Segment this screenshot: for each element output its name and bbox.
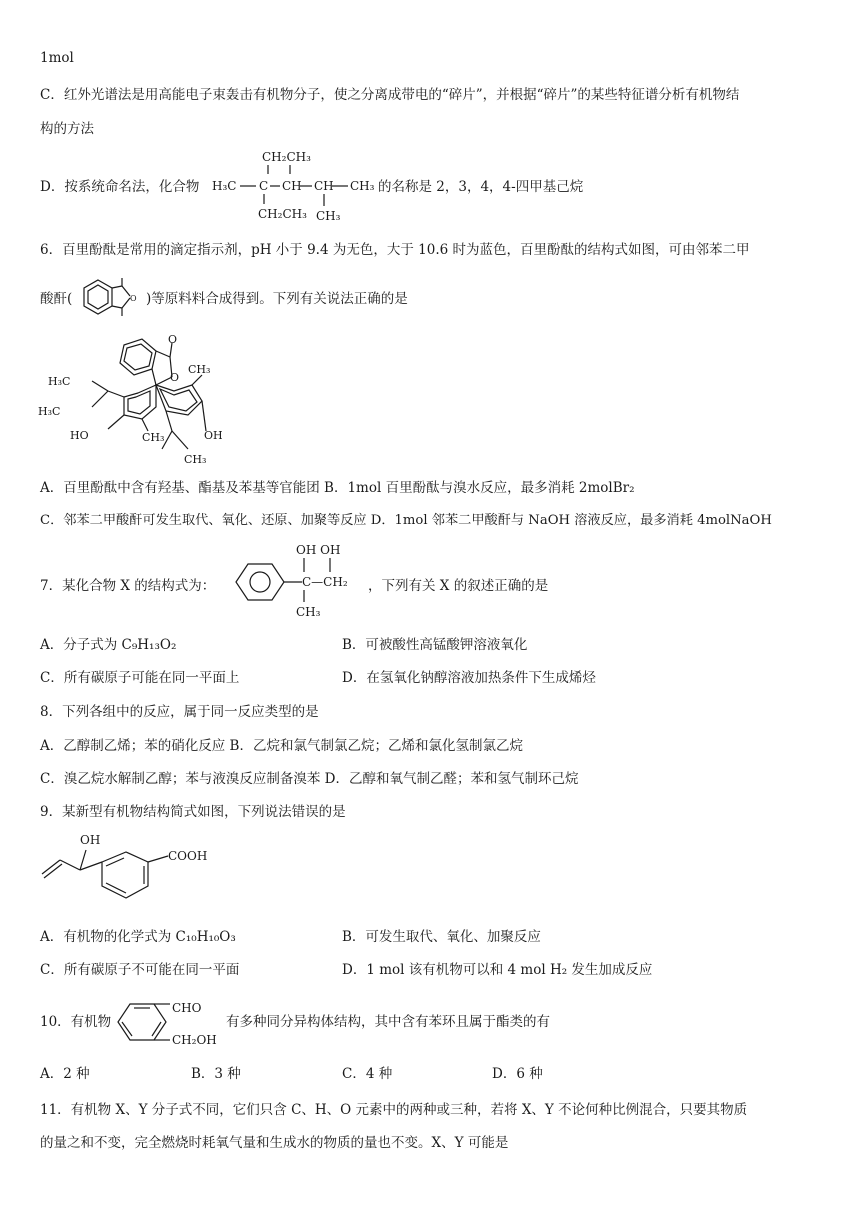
q7-option-d: D．在氢氧化钠醇溶液加热条件下生成烯烃 xyxy=(342,670,596,686)
q8-option-cd: C．溴乙烷水解制乙醇；苯与液溴反应制备溴苯 D．乙醇和氧气制乙醛；苯和氢气制环己烷 xyxy=(40,771,579,787)
q9-structure xyxy=(38,826,228,916)
question-6: 6．百里酚酞是常用的滴定指示剂，pH 小于 9.4 为无色，大于 10.6 时为蓝色，百里酚酞的结构式如图，可由邻苯二甲 xyxy=(40,242,750,258)
q9-option-d: D．1 mol 该有机物可以和 4 mol H₂ 发生加成反应 xyxy=(342,962,653,978)
struct-label: CH xyxy=(314,179,334,193)
thymolphthalein-structure xyxy=(38,335,238,475)
q10-option-b: B．3 种 xyxy=(191,1066,241,1082)
struct-label: OH OH xyxy=(296,543,341,557)
struct-label: COOH xyxy=(168,849,208,863)
struct-label: H₃C xyxy=(38,405,61,418)
q10-option-c: C．4 种 xyxy=(342,1066,393,1082)
q6-option-cd: C．邻苯二甲酸酐可发生取代、氧化、还原、加聚等反应 D．1mol 邻苯二甲酸酐与 NaOH 溶液反应，最多消耗 4molNaOH xyxy=(40,513,772,528)
compound-x-structure xyxy=(232,542,372,622)
question-6-cont-post: )等原料料合成得到。下列有关说法正确的是 xyxy=(146,291,408,307)
struct-label: OH xyxy=(80,833,101,847)
struct-label: O xyxy=(130,294,137,303)
q7-option-b: B．可被酸性高锰酸钾溶液氧化 xyxy=(342,637,528,653)
struct-label: C—CH₂ xyxy=(302,575,348,589)
struct-label: CH₃ xyxy=(296,605,321,619)
struct-label: CH₃ xyxy=(350,179,375,193)
q9-option-c: C．所有碳原子不可能在同一平面 xyxy=(40,962,240,978)
q10-option-a: A．2 种 xyxy=(40,1066,90,1082)
phthalic-anhydride-structure xyxy=(78,276,148,322)
struct-label: CH₂OH xyxy=(172,1033,217,1047)
struct-label: C xyxy=(259,179,269,193)
q10-structure xyxy=(114,998,234,1048)
question-9: 9．某新型有机物结构简式如图，下列说法错误的是 xyxy=(40,804,346,820)
option-d-post: 的名称是 2，3，4，4-四甲基己烷 xyxy=(378,179,584,195)
option-c-cont: 构的方法 xyxy=(40,121,94,137)
q9-option-a: A．有机物的化学式为 C₁₀H₁₀O₃ xyxy=(40,929,236,945)
struct-label: CH₂CH₃ xyxy=(258,207,307,221)
q9-option-b: B．可发生取代、氧化、加聚反应 xyxy=(342,929,541,945)
struct-label: H₃C xyxy=(48,375,71,388)
struct-label: OH xyxy=(204,429,223,442)
struct-label: O xyxy=(170,371,180,384)
struct-label: CH₂CH₃ xyxy=(262,150,311,164)
question-7-pre: 7．某化合物 X 的结构式为： xyxy=(40,578,216,594)
question-8: 8．下列各组中的反应，属于同一反应类型的是 xyxy=(40,704,319,720)
struct-label: CH xyxy=(282,179,302,193)
alkane-structure xyxy=(212,148,382,228)
question-10-pre: 10．有机物 xyxy=(40,1014,112,1030)
question-10-post: 有多种同分异构体结构，其中含有苯环且属于酯类的有 xyxy=(226,1014,550,1030)
struct-label: HO xyxy=(70,429,89,442)
struct-label: O xyxy=(168,333,178,346)
struct-label: CHO xyxy=(172,1001,202,1015)
question-11-cont: 的量之和不变，完全燃烧时耗氧气量和生成水的物质的量也不变。X、Y 可能是 xyxy=(40,1135,509,1151)
struct-label: CH₃ xyxy=(184,453,207,466)
q10-option-d: D．6 种 xyxy=(492,1066,543,1082)
struct-label: CH₃ xyxy=(188,363,211,376)
q8-option-ab: A．乙醇制乙烯；苯的硝化反应 B．乙烷和氯气制氯乙烷；乙烯和氯化氢制氯乙烷 xyxy=(40,738,523,754)
q6-option-ab: A．百里酚酞中含有羟基、酯基及苯基等官能团 B．1mol 百里酚酞与溴水反应，最多消耗 2molBr₂ xyxy=(40,480,635,496)
question-11: 11．有机物 X、Y 分子式不同，它们只含 C、H、O 元素中的两种或三种，若将 X、Y 不论何种比例混合，只要其物质 xyxy=(40,1102,748,1118)
struct-label: CH₃ xyxy=(142,431,165,444)
option-d-pre: D．按系统命名法，化合物 xyxy=(40,179,200,195)
struct-label: H₃C xyxy=(212,179,237,193)
question-7-post: ，下列有关 X 的叙述正确的是 xyxy=(368,578,549,594)
option-c: C．红外光谱法是用高能电子束轰击有机物分子，使之分离成带电的“碎片”，并根据“碎片”的某些特征谱分析有机物结 xyxy=(40,87,740,103)
question-6-cont-pre: 酸酐( xyxy=(40,291,73,307)
struct-label: CH₃ xyxy=(316,209,341,223)
text-line: 1mol xyxy=(40,50,74,66)
q7-option-c: C．所有碳原子可能在同一平面上 xyxy=(40,670,240,686)
q7-option-a: A．分子式为 C₉H₁₃O₂ xyxy=(40,637,177,653)
